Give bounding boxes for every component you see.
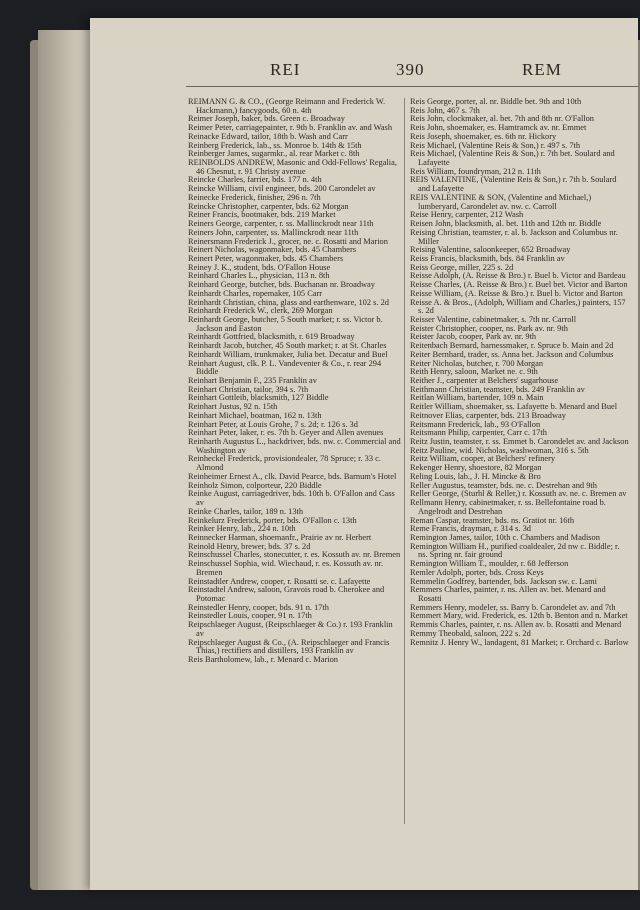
- directory-entry: Remington James, tailor, 10th c. Chambers and Madison: [410, 532, 600, 542]
- directory-entry: Reis John, 467 s. 7th: [410, 105, 480, 115]
- directory-entry: Reinhart Peter, laker, r. es. 7th b. Geyer and Allen avenues: [188, 428, 384, 438]
- directory-entry: Remmy Theobald, saloon, 222 s. 2d: [410, 628, 531, 638]
- directory-entry: Reinhart Justus, 92 n. 15th: [188, 402, 278, 412]
- directory-entry: Reitlan William, bartender, 109 n. Main: [410, 393, 544, 403]
- directory-entry: Reinhardt William, trunkmaker, Julia bet. Decatur and Buel: [188, 349, 388, 359]
- directory-entry: Reitenbach Bernard, harnessmaker, r. Spruce b. Main and 2d: [410, 341, 614, 351]
- directory-entry: Reisse William, (A. Reisse & Bro.) r. Buel b. Victor and Barton: [410, 288, 623, 298]
- directory-entry: Reis Michael, (Valentine Reis & Son,) r. 497 s. 7th: [410, 140, 581, 150]
- directory-entry: Reinert Peter, wagonmaker, bds. 45 Chambers: [188, 253, 344, 263]
- directory-entry: Reith Henry, saloon, Market ne. c. 9th: [410, 367, 538, 377]
- directory-entry: Reiter Bernhard, trader, ss. Anna bet. Jackson and Columbus: [410, 349, 614, 359]
- directory-entry: Reinhard George, butcher, bds. Buchanan nr. Broadway: [188, 280, 375, 290]
- directory-entry: Reiney J. K., student, bds. O'Fallon House: [188, 262, 331, 272]
- directory-entry: Reinhart Christian, tailor, 394 s. 7th: [188, 384, 309, 394]
- directory-entry: Reimer Joseph, baker, bds. Green c. Broadway: [188, 114, 345, 124]
- directory-entry: Reinstedler Louis, cooper, 91 n. 17th: [188, 611, 312, 621]
- directory-entry: Reipschlaeger August & Co., (A. Reipschlaeger and Francis Thias,) rectifiers and distillers, 193 Franklin av: [188, 637, 390, 656]
- directory-entry: Reising Valentine, saloonkeeper, 652 Broadway: [410, 245, 571, 255]
- directory-entry: Reinhart Gottleib, blacksmith, 127 Biddle: [188, 393, 329, 403]
- directory-entry: Reinhart Michael, boatman, 162 n. 13th: [188, 410, 322, 420]
- directory-entry: Reman Caspar, teamster, bds. ns. Gratiot nr. 16th: [410, 515, 575, 525]
- page-number: 390: [396, 60, 425, 79]
- directory-entry: Reister Jacob, cooper, Park av. nr. 9th: [410, 332, 537, 342]
- directory-entry: Reiner Francis, bootmaker, bds. 219 Market: [188, 210, 336, 220]
- directory-entry: Reinhardt Jacob, butcher, 45 South market; r. at St. Charles: [188, 341, 387, 351]
- directory-entry: Reinstadtel Andrew, saloon, Gravois road b. Cherokee and Potomac: [188, 585, 385, 603]
- directory-entry: Reiss Francis, blacksmith, bds. 84 Franklin av: [410, 253, 565, 263]
- directory-entry: Reisse Charles, (A. Reisse & Bro.) r. Buel bet. Victor and Barton: [410, 280, 628, 290]
- directory-entry: Reiss George, miller, 225 s. 2d: [410, 262, 514, 272]
- directory-entry: Reinke Charles, tailor, 189 n. 13th: [188, 506, 304, 516]
- directory-entry: Reinersmann Frederick J., grocer, ne. c. Rosatti and Marion: [188, 236, 388, 246]
- directory-entry: Reitler William, shoemaker, ss. Lafayette b. Menard and Buel: [410, 402, 618, 412]
- directory-entry: Remington William T., moulder, r. 68 Jefferson: [410, 559, 569, 569]
- directory-entry: Reis John, clockmaker, al. bet. 7th and 8th nr. O'Fallon: [410, 114, 594, 124]
- directory-entry: Reinhart Benjamin F., 235 Franklin av: [188, 376, 317, 385]
- directory-entry: Rekenger Henry, shoestore, 82 Morgan: [410, 463, 542, 473]
- directory-entry: Reinschussel Charles, stonecutter, r. es. Kossuth av. nr. Bremen: [188, 550, 401, 560]
- directory-entry: Reipschlaeger August, (Reipschlaeger & Co.) r. 193 Franklin av: [188, 620, 393, 638]
- directory-entry: Reincke Charles, farrier, bds. 177 n. 4th: [188, 175, 322, 185]
- directory-entry: Reincke Christopher, carpenter, bds. 62 Morgan: [188, 201, 349, 211]
- directory-entry: Reller Augustus, teamster, bds. ne. c. Destrehan and 9th: [410, 480, 597, 490]
- directory-entry: Remmers Henry, modeler, ss. Barry b. Carondelet av. and 7th: [410, 602, 616, 612]
- directory-entry: Reising Christian, teamster, r. al. b. Jackson and Columbus nr. Miller: [410, 227, 618, 246]
- directory-entry: Reinheckel Frederick, provisiondealer, 78 Spruce; r. 33 c. Almond: [188, 454, 381, 473]
- directory-entry: Reis Michael, (Valentine Reis & Son,) r. 7th bet. Soulard and Lafayette: [410, 149, 615, 168]
- directory-entry: Reinkelurz Frederick, porter, bds. O'Fallon c. 13th: [188, 515, 357, 525]
- directory-entry: Reise Henry, carpenter, 212 Wash: [410, 210, 524, 220]
- directory-entry: Reitnover Elias, carpenter, bds. 213 Broadway: [410, 410, 566, 420]
- directory-entry: Reincke William, civil engineer, bds. 200 Carondelet av: [188, 184, 376, 194]
- directory-entry: Reiners John, carpenter, ss. Mallinckrodt near 11th: [188, 227, 359, 237]
- directory-entry: Reinhardt Gottfried, blacksmith, r. 619 Broadway: [188, 332, 355, 342]
- directory-entry: Remnitz J. Henry W., landagent, 81 Market; r. Orchard c. Barlow: [410, 637, 629, 647]
- directory-entry: Remmelin Godfrey, bartender, bds. Jackson sw. c. Lami: [410, 576, 597, 586]
- directory-entry: Reinacke Edward, tailor, 18th b. Wash and Carr: [188, 131, 348, 141]
- directory-entry: Remler Adolph, porter, bds. Cross Keys: [410, 567, 544, 577]
- directory-entry: Reinhardt Frederick W., clerk, 269 Morgan: [188, 306, 333, 316]
- directory-entry: Reis Joseph, shoemaker, es. 6th nr. Hickory: [410, 131, 557, 141]
- directory-entry: Reinert Nicholas, wagonmaker, bds. 45 Chambers: [188, 245, 357, 255]
- directory-entry: Reinold Henry, brewer, bds. 37 s. 2d: [188, 541, 311, 551]
- directory-entry: Reinnecker Harman, shoemanfr., Prairie av nr. Herbert: [188, 532, 372, 542]
- directory-entry: Reitz Justin, teamster, r. ss. Emmet b. Carondelet av. and Jackson: [410, 437, 629, 447]
- directory-entry: Reinhart Peter, at Louis Grohe, 7 s. 2d; r. 126 s. 3d: [188, 419, 358, 429]
- page-header: [90, 60, 638, 86]
- directory-entry: Reinhart August, clk. P. L. Vandeventer & Co., r. rear 294 Biddle: [188, 358, 382, 377]
- directory-entry: Rellmann Henry, cabinetmaker, r. ss. Bellefontaine road b. Angelrodt and Destrehan: [410, 498, 606, 516]
- directory-entry: Reller George, (Sturhl & Reller,) r. Kossuth av. ne. c. Bremen av: [410, 489, 627, 499]
- directory-entry: Reinheimer Ernest A., clk. David Pearce, bds. Barnum's Hotel: [188, 471, 397, 481]
- directory-entry: Reisen John, blacksmith, al. bet. 11th and 12th nr. Biddle: [410, 219, 602, 229]
- directory-entry: REIS VALENTINE & SON, (Valentine and Michael,) lumberyard, Carondelet av. nw. c. Carroll: [410, 192, 592, 211]
- header-right-guide-word: REM: [522, 60, 562, 79]
- directory-entry: Reis Bartholomew, lab., r. Menard c. Marion: [188, 655, 338, 664]
- directory-entry: Reither J., carpenter at Belchers' sugarhouse: [410, 376, 559, 385]
- directory-entry: Reisse A. & Bros., (Adolph, William and Charles,) painters, 157 s. 2d: [410, 297, 626, 316]
- directory-entry: Reitsmann Frederick, lab., 93 O'Fallon: [410, 419, 541, 429]
- directory-entry: Reinecke Frederick, finisher, 296 n. 7th: [188, 192, 321, 202]
- directory-entry: Remmers Charles, painter, r. ns. Allen av. bet. Menard and Rosatti: [410, 585, 606, 603]
- directory-entry: Reinharth Augustus L., hackdriver, bds. nw. c. Commercial and Washington av: [188, 437, 401, 455]
- directory-entry: Reinholz Simon, colporteur, 220 Biddle: [188, 480, 322, 490]
- directory-entry: Reisse Adolph, (A. Reisse & Bro.) r. Buel b. Victor and Bardeau: [410, 271, 626, 281]
- directory-entry: Reinschussel Sophia, wid. Wiechaud, r. es. Kossuth av. nr. Bremen: [188, 559, 384, 577]
- directory-entry: Reinhardt Charles, ropemaker, 105 Carr: [188, 288, 323, 298]
- directory-entry: Reitz Pauline, wid. Nicholas, washwoman, 316 s. 5th: [410, 445, 589, 455]
- directory-entry: Reme Francis, drayman, r. 314 s. 3d: [410, 524, 531, 534]
- directory-entry: Reis George, porter, al. nr. Biddle bet. 9th and 10th: [410, 97, 582, 106]
- directory-entry: Reis John, shoemaker, es. Hamtramck av. nr. Emmet: [410, 123, 587, 133]
- header-rule: [186, 86, 638, 87]
- directory-entry: REIMANN G. & CO., (George Reimann and Frederick W. Hackmann,) fancygoods, 60 n. 4th: [188, 97, 386, 115]
- directory-page: [90, 18, 638, 890]
- directory-entry: Reinker Henry, lab., 224 n. 10th: [188, 524, 296, 534]
- directory-entry: Reitz William, cooper, at Belchers' refinery: [410, 454, 556, 464]
- directory-entry: Reinstadtler Andrew, cooper, r. Rosatti se. c. Lafayette: [188, 576, 371, 586]
- directory-entry: Reisser Valentine, cabinetmaker, s. 7th nr. Carroll: [410, 314, 577, 324]
- directory-entry: Reinhardt Christian, china, glass and earthenware, 102 s. 2d: [188, 297, 389, 307]
- right-column: [410, 98, 630, 647]
- left-column: [188, 98, 402, 665]
- directory-entry: Reister Christopher, cooper, ns. Park av. nr. 9th: [410, 323, 568, 333]
- directory-entry: Reimer Peter, carriagepainter, r. 9th b. Franklin av. and Wash: [188, 123, 393, 133]
- directory-entry: REIS VALENTINE, (Valentine Reis & Son,) r. 7th b. Soulard and Lafayette: [410, 175, 617, 194]
- directory-entry: Remington William H., purified coaldealer, 2d nw c. Biddle; r. ns. Spring nr. fair ground: [410, 541, 620, 560]
- directory-entry: Reling Louis, lab., J. H. Mincke & Bro: [410, 471, 541, 481]
- directory-entry: Reinstedler Henry, cooper, bds. 91 n. 17th: [188, 602, 329, 612]
- header-left-guide-word: REI: [270, 60, 301, 79]
- directory-entry: REINBOLDS ANDREW, Masonic and Odd-Fellows' Regalia, 46 Chesnut, r. 91 Christy avenue: [188, 158, 397, 176]
- directory-entry: Reithmann Christian, teamster, bds. 249 Franklin av: [410, 384, 585, 394]
- directory-entry: Reinhard Charles L., physician, 113 n. 8th: [188, 271, 330, 281]
- directory-entry: Reiners George, carpenter, r. ss. Mallinckrodt near 11th: [188, 219, 374, 229]
- directory-entry: Remmert Mary, wid. Frederick, es. 12th b. Benton and n. Market: [410, 611, 628, 621]
- directory-entry: Remmis Charles, painter, r. ns. Allen av. b. Rosatti and Menard: [410, 620, 622, 630]
- directory-entry: Reiter Nicholas, butcher, r. 700 Morgan: [410, 358, 544, 368]
- directory-entry: Reinberg Frederick, lab., ss. Monroe b. 14th & 15th: [188, 140, 362, 150]
- directory-entry: Reinberger James, sugarmkr., al. rear Market c. 8th: [188, 149, 360, 159]
- directory-entry: Reinke August, carriagedriver, bds. 10th b. O'Fallon and Cass av: [188, 489, 395, 508]
- column-separator: [404, 98, 405, 824]
- directory-entry: Reis William, foundryman, 212 n. 11th: [410, 166, 541, 176]
- directory-entry: Reitsmann Philip, carpenter, Carr c. 17th: [410, 428, 547, 438]
- directory-entry: Reinhardt George, butcher, 5 South market; r. ss. Victor b. Jackson and Easton: [188, 314, 383, 333]
